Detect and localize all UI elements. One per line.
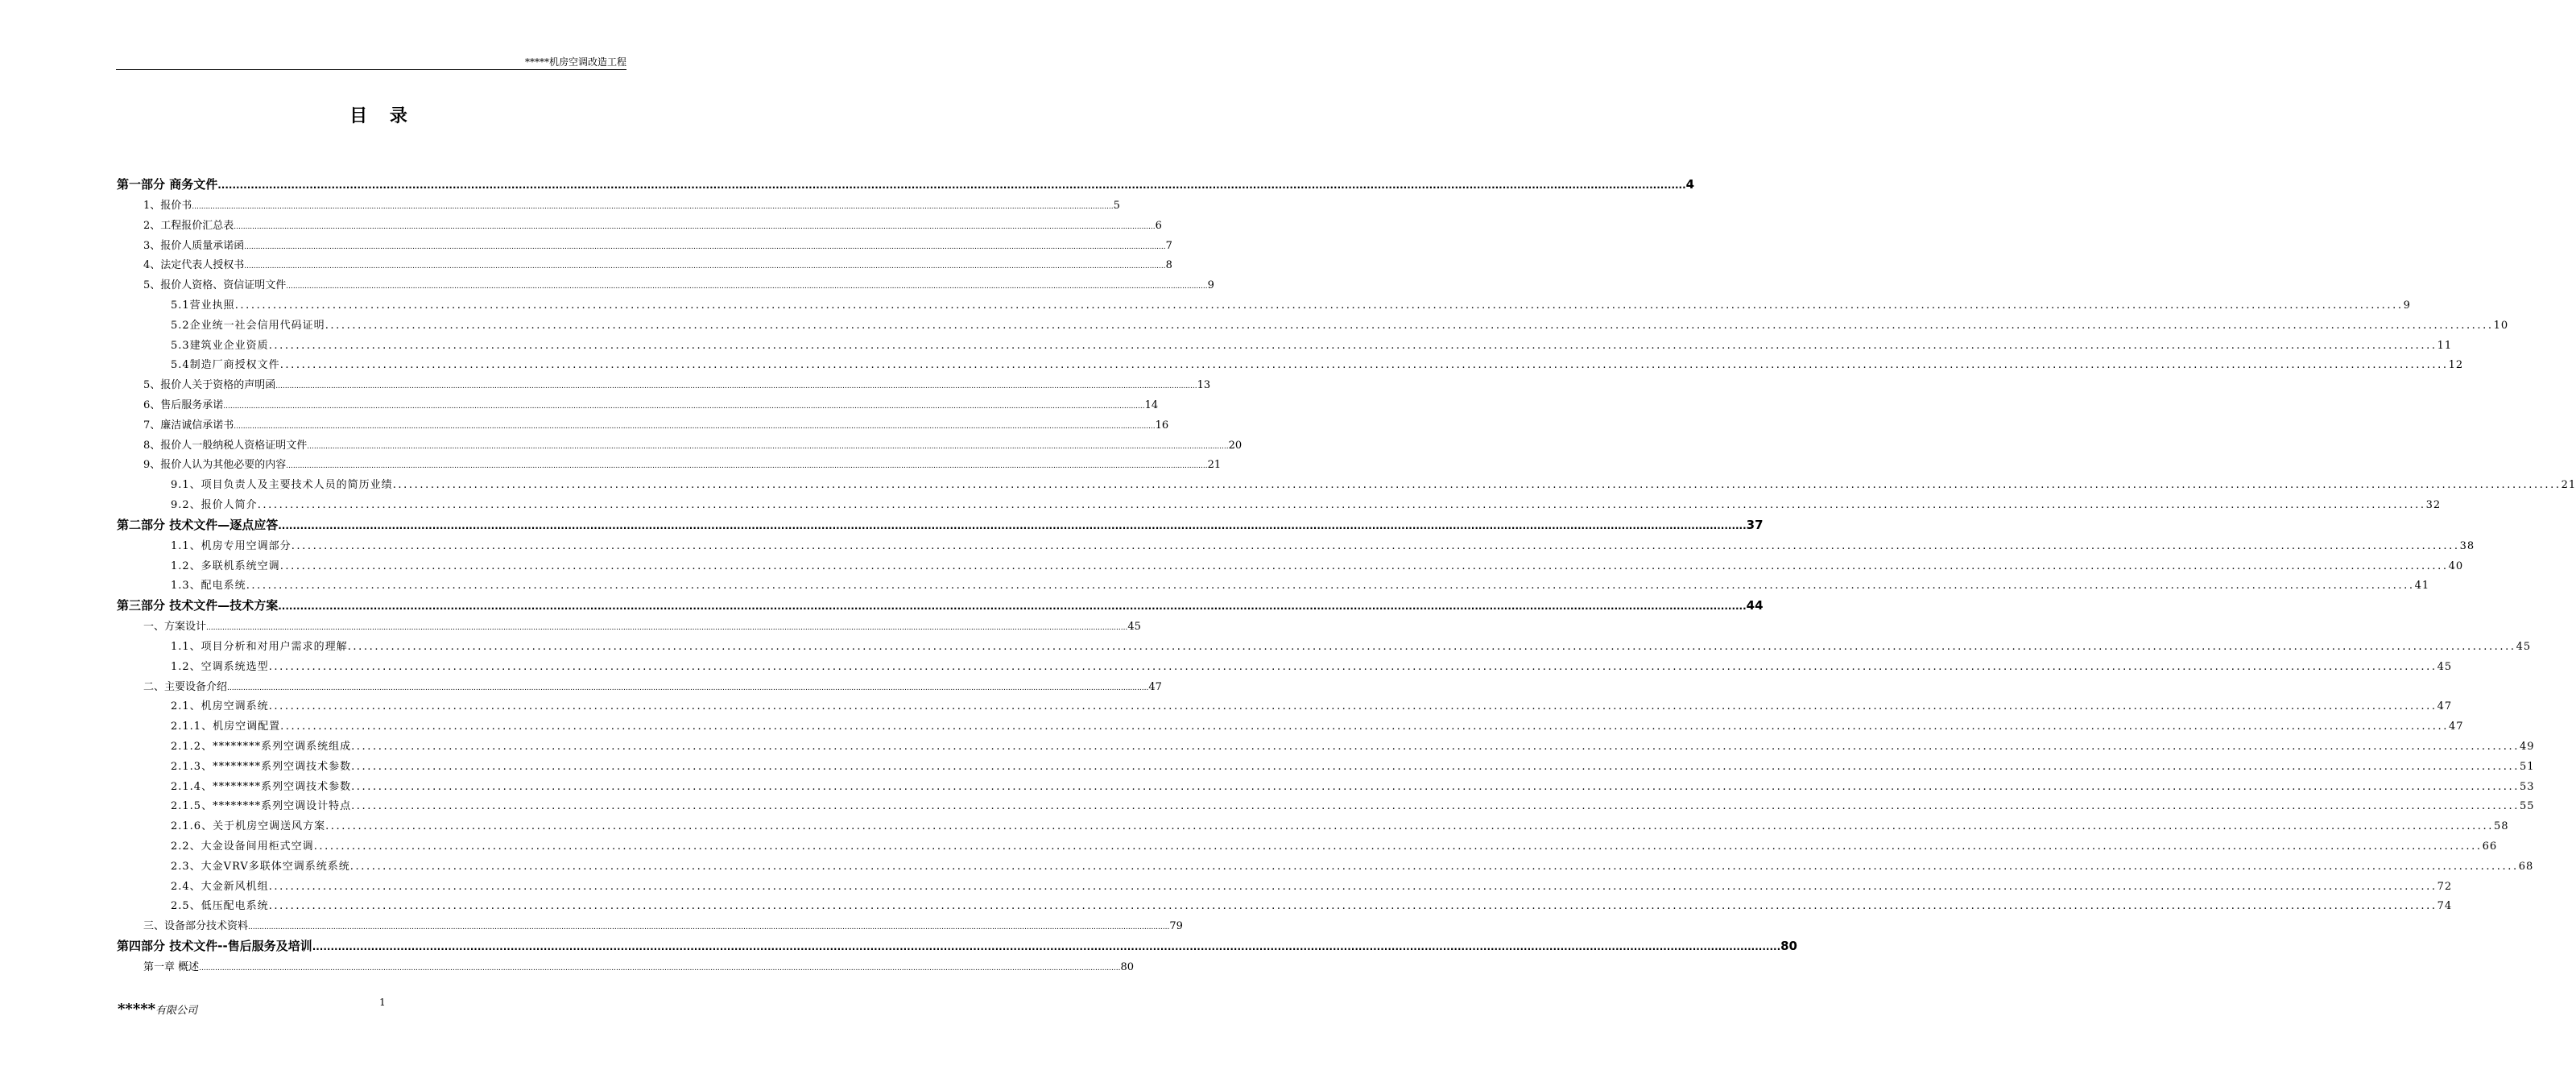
toc-entry-page: 47 xyxy=(2437,700,2453,713)
toc-entry-page: 74 xyxy=(2437,900,2453,913)
toc-leader-dots: ................................................................................................................................................................................................................................................................................................................................................................................................................ xyxy=(347,640,2516,653)
toc-entry-page: 13 xyxy=(1197,379,1211,392)
toc-entry[interactable] xyxy=(117,557,2464,577)
toc-entry[interactable] xyxy=(117,217,1162,237)
toc-entry[interactable] xyxy=(117,376,1211,396)
toc-leader-dots: ................................................................................................................................................................................................................................................................................................................................................................................................................ xyxy=(325,319,2494,332)
toc-entry-page: 51 xyxy=(2520,760,2535,773)
toc-entry[interactable] xyxy=(117,256,1172,276)
toc-entry-page: 20 xyxy=(1228,439,1243,452)
toc-entry-page: 80 xyxy=(1780,938,1797,953)
toc-entry[interactable] xyxy=(117,516,1764,537)
toc-leader-dots: ................................................................................................................................................................................................................................................................................................................................................................................................................ xyxy=(234,422,1156,431)
toc-leader-dots: ................................................................................................................................................................................................................................................................................................................................................................................................................ xyxy=(279,560,2449,572)
toc-leader-dots: ................................................................................................................................................................................................................................................................................................................................................................................................................ xyxy=(275,382,1197,391)
toc-leader-dots: ................................................................................................................................................................................................................................................................................................................................................................................................................ xyxy=(248,923,1170,932)
toc-leader-dots: ................................................................................................................................................................................................................................................................................................................................................................................................................ xyxy=(349,860,2519,873)
toc-leader-dots: ................................................................................................................................................................................................................................................................................................................................................................................................................ xyxy=(268,880,2437,893)
toc-leader-dots: ................................................................................................................................................................................................................................................................................................................................................................................................................ xyxy=(244,242,1166,251)
toc-entry[interactable] xyxy=(117,356,2464,376)
toc-entry[interactable] xyxy=(117,176,1695,196)
toc-entry-page: 47 xyxy=(1148,680,1162,693)
toc-entry[interactable] xyxy=(117,537,2475,557)
toc-entry-page: 55 xyxy=(2520,800,2535,813)
toc-entry[interactable] xyxy=(117,276,1214,296)
toc-leader-dots: ................................................................................................................................................................................................................................................................................................................................................................................................................ xyxy=(206,624,1128,633)
toc-entry-page: 45 xyxy=(2437,660,2453,673)
toc-leader-dots: ................................................................................................................................................................................................................................................................................................................................................................................................................ xyxy=(227,683,1149,692)
toc-entry[interactable] xyxy=(117,797,2535,817)
toc-entry[interactable] xyxy=(117,658,2453,678)
toc-entry-label: 2.5、低压配电系统 xyxy=(171,900,269,913)
toc-entry[interactable] xyxy=(117,937,1797,958)
toc-entry-page: 5 xyxy=(1113,200,1120,212)
toc-entry-label: 1.1、机房专用空调部分 xyxy=(171,539,292,552)
toc-entry-page: 44 xyxy=(1746,598,1764,613)
toc-entry-page: 7 xyxy=(1165,239,1172,252)
toc-leader-dots: ................................................................................................................................................................................................................................................................................................................................................................................................................ xyxy=(192,203,1114,211)
toc-entry-page: 68 xyxy=(2518,860,2534,873)
toc-entry[interactable] xyxy=(117,778,2535,798)
toc-leader-dots: ................................................................................................................................................................................................................................................................................................................................................................................................................ xyxy=(351,800,2520,813)
toc-entry[interactable] xyxy=(117,917,1183,937)
toc-entry-page: 16 xyxy=(1155,419,1169,432)
toc-entry[interactable] xyxy=(117,857,2534,878)
toc-leader-dots: ................................................................................................................................................................................................................................................................................................................................................................................................................ xyxy=(199,964,1121,973)
toc-leader-dots: ................................................................................................................................................................................................................................................................................................................................................................................................................ xyxy=(278,601,1747,613)
toc-entry[interactable] xyxy=(117,476,2576,496)
toc-entry-label: 8、报价人一般纳税人资格证明文件 xyxy=(143,439,308,452)
toc-entry-page: 40 xyxy=(2448,560,2464,572)
toc-leader-dots: ................................................................................................................................................................................................................................................................................................................................................................................................................ xyxy=(268,700,2437,713)
toc-entry-page: 9 xyxy=(1207,279,1214,292)
toc-entry-page: 10 xyxy=(2493,319,2509,332)
toc-entry-label: 3、报价人质量承诺函 xyxy=(143,239,245,252)
toc-entry[interactable] xyxy=(117,737,2535,758)
toc-entry-label: 5.2企业统一社会信用代码证明 xyxy=(171,319,325,332)
toc-entry[interactable] xyxy=(117,697,2453,717)
toc-entry-page: 66 xyxy=(2482,840,2498,853)
toc-entry[interactable] xyxy=(117,396,1159,416)
toc-leader-dots: ................................................................................................................................................................................................................................................................................................................................................................................................................ xyxy=(268,900,2437,913)
toc-entry-label: 4、法定代表人授权书 xyxy=(143,259,245,272)
toc-entry-label: 2.1.2、********系列空调系统组成 xyxy=(171,740,352,753)
toc-entry-label: 5.4制造厂商授权文件 xyxy=(171,359,280,372)
toc-entry-page: 32 xyxy=(2425,498,2442,511)
toc-leader-dots: ................................................................................................................................................................................................................................................................................................................................................................................................................ xyxy=(280,721,2450,733)
toc-leader-dots: ................................................................................................................................................................................................................................................................................................................................................................................................................ xyxy=(392,479,2562,492)
toc-entry[interactable] xyxy=(117,316,2509,337)
toc-entry-label: 5.3建筑业企业资质 xyxy=(171,339,269,352)
toc-entry-label: 第二部分 技术文件—逐点应答 xyxy=(117,517,279,532)
toc-entry-label: 一、方案设计 xyxy=(143,621,207,634)
toc-entry[interactable] xyxy=(117,496,2442,516)
toc-entry-label: 2.4、大金新风机组 xyxy=(171,880,269,893)
toc-entry-label: 2.1、机房空调系统 xyxy=(171,700,269,713)
toc-leader-dots: ................................................................................................................................................................................................................................................................................................................................................................................................................ xyxy=(325,820,2495,833)
toc-entry-page: 11 xyxy=(2437,339,2453,352)
toc-entry-label: 1、报价书 xyxy=(143,200,192,212)
toc-leader-dots: ................................................................................................................................................................................................................................................................................................................................................................................................................ xyxy=(351,740,2520,753)
page-title: 目 录 xyxy=(349,106,416,126)
toc-entry-page: 80 xyxy=(1120,960,1135,973)
toc-entry[interactable] xyxy=(117,617,1141,638)
header-divider xyxy=(116,69,626,70)
toc-entry-page: 49 xyxy=(2520,740,2535,753)
toc-entry[interactable] xyxy=(117,436,1243,456)
toc-entry-page: 47 xyxy=(2449,721,2464,733)
toc-entry-label: 5、报价人关于资格的声明函 xyxy=(143,379,276,392)
toc-entry[interactable] xyxy=(117,196,1120,217)
toc-entry[interactable] xyxy=(117,717,2464,737)
toc-leader-dots: ................................................................................................................................................................................................................................................................................................................................................................................................................ xyxy=(313,840,2483,853)
toc-leader-dots: ................................................................................................................................................................................................................................................................................................................................................................................................................ xyxy=(351,760,2520,773)
toc-entry[interactable] xyxy=(117,817,2509,837)
toc-entry-page: 79 xyxy=(1169,920,1183,933)
toc-entry-page: 6 xyxy=(1155,219,1162,232)
running-header: *****机房空调改造工程 xyxy=(524,56,626,68)
toc-leader-dots: ................................................................................................................................................................................................................................................................................................................................................................................................................ xyxy=(307,442,1229,451)
toc-entry[interactable] xyxy=(117,837,2498,857)
toc-entry-page: 12 xyxy=(2448,359,2464,372)
toc-leader-dots: ................................................................................................................................................................................................................................................................................................................................................................................................................ xyxy=(286,283,1208,291)
toc-entry-label: 2.1.3、********系列空调技术参数 xyxy=(171,760,352,773)
toc-leader-dots: ................................................................................................................................................................................................................................................................................................................................................................................................................ xyxy=(217,180,1686,191)
toc-entry-label: 第一章 概述 xyxy=(143,960,200,973)
toc-entry-label: 6、售后服务承诺 xyxy=(143,399,224,411)
toc-entry[interactable] xyxy=(117,958,1135,978)
toc-entry-label: 三、设备部分技术资料 xyxy=(143,920,249,933)
toc-entry[interactable] xyxy=(117,878,2453,898)
toc-entry[interactable] xyxy=(117,597,1764,617)
toc-leader-dots: ................................................................................................................................................................................................................................................................................................................................................................................................................ xyxy=(234,299,2404,312)
toc-entry[interactable] xyxy=(117,416,1169,436)
toc-entry-page: 38 xyxy=(2459,539,2475,552)
toc-leader-dots: ................................................................................................................................................................................................................................................................................................................................................................................................................ xyxy=(268,339,2437,352)
toc-leader-dots: ................................................................................................................................................................................................................................................................................................................................................................................................................ xyxy=(257,498,2426,511)
toc-leader-dots: ................................................................................................................................................................................................................................................................................................................................................................................................................ xyxy=(351,780,2520,793)
toc-leader-dots: ................................................................................................................................................................................................................................................................................................................................................................................................................ xyxy=(279,359,2449,372)
toc-entry[interactable] xyxy=(117,456,1222,476)
toc-entry-page: 45 xyxy=(1127,621,1141,634)
toc-entry-label: 2.2、大金设备间用柜式空调 xyxy=(171,840,314,853)
toc-entry[interactable] xyxy=(117,638,2532,658)
toc-entry-label: 2.3、大金VRV多联体空调系统系统 xyxy=(171,860,350,873)
toc-entry-page: 45 xyxy=(2516,640,2532,653)
toc-entry-label: 第一部分 商务文件 xyxy=(117,177,218,192)
toc-leader-dots: ................................................................................................................................................................................................................................................................................................................................................................................................................ xyxy=(268,660,2437,673)
toc-entry-label: 第四部分 技术文件--售后服务及培训 xyxy=(117,938,312,953)
toc-entry-page: 21 xyxy=(1207,459,1222,472)
toc-entry-label: 2、工程报价汇总表 xyxy=(143,219,234,232)
company-suffix: 有限公司 xyxy=(155,1005,198,1017)
toc-entry[interactable] xyxy=(117,296,2411,316)
toc-entry-page: 41 xyxy=(2414,580,2430,593)
toc-entry[interactable] xyxy=(117,337,2453,357)
toc-entry-page: 21 xyxy=(2561,479,2576,492)
toc-entry-label: 9.1、项目负责人及主要技术人员的简历业绩 xyxy=(171,479,393,492)
toc-entry-page: 37 xyxy=(1746,517,1764,532)
toc-entry-label: 1.2、多联机系统空调 xyxy=(171,560,280,572)
toc-entry-label: 二、主要设备介绍 xyxy=(143,680,228,693)
toc-entry-label: 5、报价人资格、资信证明文件 xyxy=(143,279,287,292)
toc-entry-label: 1.2、空调系统选型 xyxy=(171,660,269,673)
toc-entry[interactable] xyxy=(117,237,1172,257)
toc-entry[interactable] xyxy=(117,897,2453,917)
toc-entry-label: 1.3、配电系统 xyxy=(171,580,246,593)
toc-entry-label: 2.1.6、关于机房空调送风方案 xyxy=(171,820,326,833)
company-name-mask: ***** xyxy=(118,1001,156,1018)
toc-leader-dots: ................................................................................................................................................................................................................................................................................................................................................................................................................ xyxy=(278,519,1747,531)
toc-leader-dots: ................................................................................................................................................................................................................................................................................................................................................................................................................ xyxy=(234,222,1156,231)
toc-entry-page: 9 xyxy=(2403,299,2411,312)
toc-leader-dots: ................................................................................................................................................................................................................................................................................................................................................................................................................ xyxy=(223,402,1145,411)
toc-leader-dots: ................................................................................................................................................................................................................................................................................................................................................................................................................ xyxy=(246,580,2415,593)
toc-entry-label: 7、廉洁诚信承诺书 xyxy=(143,419,234,432)
toc-leader-dots: ................................................................................................................................................................................................................................................................................................................................................................................................................ xyxy=(291,539,2460,552)
footer-company xyxy=(118,1001,197,1018)
toc-entry[interactable] xyxy=(117,758,2535,778)
toc-entry[interactable] xyxy=(117,678,1162,698)
page-number: 1 xyxy=(379,997,386,1008)
toc-entry-label: 1.1、项目分析和对用户需求的理解 xyxy=(171,640,348,653)
toc-entry-label: 5.1营业执照 xyxy=(171,299,235,312)
toc-entry-label: 2.1.1、机房空调配置 xyxy=(171,721,281,733)
toc-leader-dots: ................................................................................................................................................................................................................................................................................................................................................................................................................ xyxy=(286,462,1208,471)
toc-entry-page: 8 xyxy=(1165,259,1172,272)
toc-entry[interactable] xyxy=(117,576,2430,597)
toc-entry-page: 58 xyxy=(2494,820,2509,833)
toc-entry-page: 14 xyxy=(1144,399,1159,411)
toc-leader-dots: ................................................................................................................................................................................................................................................................................................................................................................................................................ xyxy=(312,940,1781,952)
toc-entry-label: 2.1.4、********系列空调技术参数 xyxy=(171,780,352,793)
toc-leader-dots: ................................................................................................................................................................................................................................................................................................................................................................................................................ xyxy=(244,262,1166,271)
table-of-contents xyxy=(117,176,2576,978)
toc-entry-label: 9、报价人认为其他必要的内容 xyxy=(143,459,287,472)
toc-entry-label: 2.1.5、********系列空调设计特点 xyxy=(171,800,352,813)
toc-entry-label: 第三部分 技术文件—技术方案 xyxy=(117,598,279,613)
toc-entry-label: 9.2、报价人简介 xyxy=(171,498,258,511)
toc-entry-page: 53 xyxy=(2520,780,2535,793)
toc-entry-page: 72 xyxy=(2437,880,2453,893)
toc-entry-page: 4 xyxy=(1685,177,1695,192)
